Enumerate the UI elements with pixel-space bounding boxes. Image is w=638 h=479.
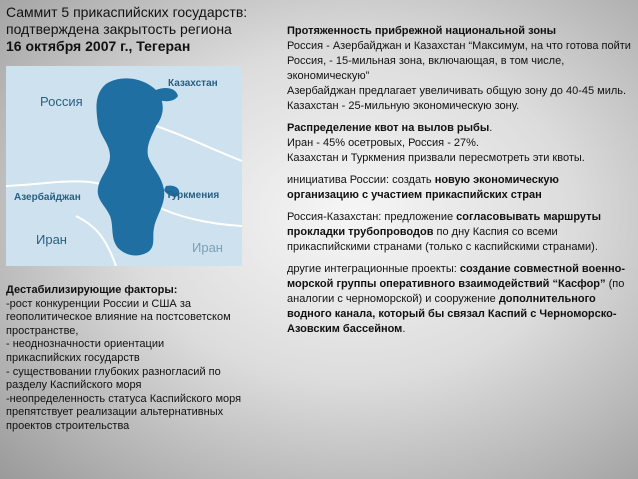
map-label-iran: Иран xyxy=(36,232,67,247)
map-label-russia: Россия xyxy=(40,94,83,109)
factor-line: проектов строительства xyxy=(6,419,130,432)
title-date-line: 16 октября 2007 г., Тегеран xyxy=(6,38,191,54)
integration-mid: (по аналогии с черноморской) и сооружение xyxy=(287,278,625,305)
caspian-map-graphic xyxy=(6,66,242,266)
map-label-azerbaijan: Азербайджан xyxy=(14,192,81,203)
fish-quota-line-1: Иран - 45% осетровых, Россия - 27%. xyxy=(287,137,479,149)
factor-line: разделу Каспийского моря xyxy=(6,379,142,392)
coastal-zone-text-2: Азербайджан предлагает увеличивать общую зону до 40-45 миль. Казахстан - 25-мильную экономическую зону. xyxy=(287,85,627,112)
title-line-1: Саммит 5 прикаспийских государств: xyxy=(6,4,248,20)
factor-line: препятствует реализации альтернативных xyxy=(6,406,224,419)
map-label-turkmenia: Туркмения xyxy=(166,190,220,201)
map-label-iran-secondary: Иран xyxy=(192,240,223,255)
slide-title xyxy=(6,4,286,55)
coastal-zone-text: Россия - Азербайджан и Казахстан “Максимум, на что готова пойти Россия, - 15-мильная зона, включающая, в том числе, экономическую” xyxy=(287,40,631,82)
integration-end: . xyxy=(402,323,406,335)
integration-pre: другие интеграционные проекты: xyxy=(287,263,460,275)
integration-projects-paragraph xyxy=(287,262,632,337)
coastal-zone-heading: Протяженность прибрежной национальной зоны xyxy=(287,25,557,37)
factor-line: -неопределенность статуса Каспийского моря xyxy=(6,392,242,405)
pipelines-pre: Россия-Казахстан: предложение xyxy=(287,211,457,223)
title-line-2: подтверждена закрытость региона xyxy=(6,21,232,37)
factor-line: - неоднозначности ориентации xyxy=(6,338,165,351)
integration-bold-2: дополнительного водного канала, который бы связал Каспий с Черноморско-Азовским бассейном xyxy=(287,293,617,335)
russia-initiative-paragraph xyxy=(287,173,632,203)
factor-line: прикаспийских государств xyxy=(6,351,140,364)
factors-heading: Дестабилизирующие факторы: xyxy=(6,284,178,296)
destabilizing-factors xyxy=(6,284,278,434)
caspian-map xyxy=(6,66,242,266)
factor-line: геополитическое влияние на постсоветском xyxy=(6,311,231,324)
fish-quota-paragraph xyxy=(287,121,632,166)
russia-initiative-pre: инициатива России: создать xyxy=(287,174,435,186)
factor-line: пространстве, xyxy=(6,324,79,337)
coastal-zone-paragraph xyxy=(287,24,632,114)
integration-bold-1: создание совместной военно-морской группы оперативного взаимодействий “Касфор” xyxy=(287,263,626,290)
pipelines-paragraph xyxy=(287,210,632,255)
fish-quota-heading: Распределение квот на вылов рыбы xyxy=(287,122,490,134)
fish-quota-dot: . xyxy=(489,122,493,134)
factor-line: -рост конкуренции России и США за xyxy=(6,297,191,310)
right-column xyxy=(287,24,632,344)
pipelines-post: по дну Каспия со всеми прикаспийскими странами (только с каспийскими странами). xyxy=(287,226,598,253)
fish-quota-line-2: Казахстан и Туркмения призвали пересмотреть эти квоты. xyxy=(287,152,585,164)
russia-initiative-bold: новую экономическую организацию с участием прикаспийских стран xyxy=(287,174,559,201)
map-label-kazakhstan: Казахстан xyxy=(168,78,218,89)
pipelines-bold: согласовывать маршруты прокладки трубопроводов xyxy=(287,211,601,238)
factor-line: - существовании глубоких разногласий по xyxy=(6,365,221,378)
